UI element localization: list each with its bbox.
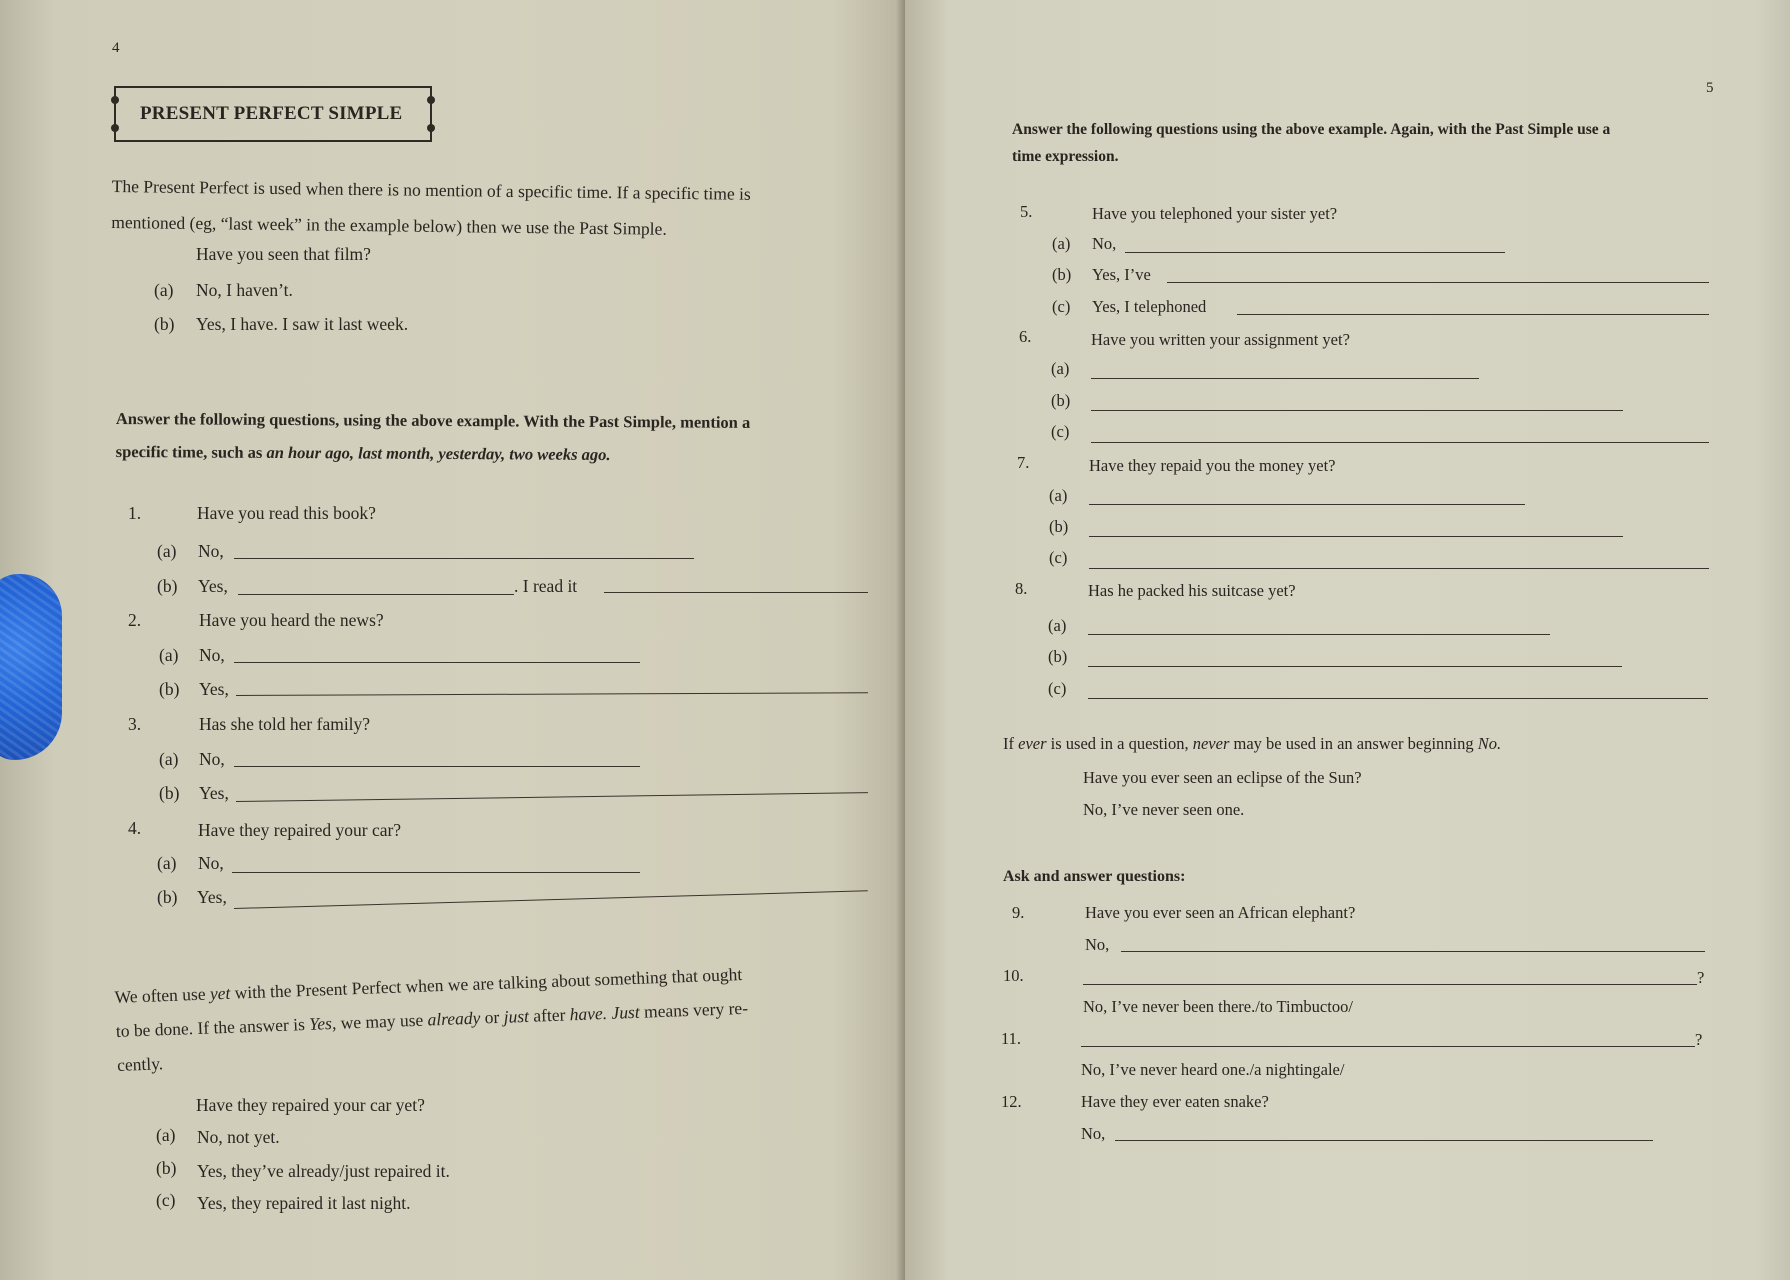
item-label: (a) (1049, 486, 1068, 505)
example-answer: No, I’ve never been there./to Timbuctoo/ (1083, 997, 1353, 1016)
item-label: (b) (154, 314, 175, 334)
note-text: may be used in an answer beginning (1229, 734, 1478, 753)
item-label: (a) (1048, 616, 1067, 635)
answer-blank[interactable] (1088, 666, 1622, 667)
note-text: If (1003, 734, 1019, 753)
yet-paragraph (114, 957, 750, 1082)
item-label: (b) (157, 576, 178, 596)
instruction-line: Answer the following questions, using the above example. With the Past Simple, mention a (115, 408, 751, 432)
answer-prefix: Yes, (198, 576, 228, 596)
question-number: 2. (128, 610, 142, 630)
answer-blank[interactable] (238, 594, 514, 595)
answer-blank[interactable] (234, 890, 868, 909)
item-label: (a) (1051, 359, 1070, 378)
answer-prefix: No, (1092, 234, 1117, 253)
answer-blank[interactable] (1125, 252, 1505, 253)
example-answer: No, I’ve never heard one./a nightingale/ (1081, 1060, 1345, 1079)
item-label: (b) (156, 1158, 177, 1178)
answer-prefix: No, (1085, 935, 1110, 954)
question-number: 9. (1012, 903, 1025, 922)
item-label: (b) (1051, 391, 1071, 410)
box-ornament (427, 96, 435, 104)
item-label: (a) (154, 280, 174, 300)
item-label: (b) (159, 783, 180, 803)
item-label: (b) (1052, 265, 1072, 284)
instruction-emphasis: an hour ago, last month, yesterday, two weeks ago. (266, 442, 611, 465)
question-number: 11. (1001, 1029, 1022, 1048)
question-text: Have they ever eaten snake? (1081, 1092, 1269, 1111)
yet-text: We often use (114, 983, 211, 1007)
instruction-line: Answer the following questions using the above example. Again, with the Past Simple use a (1012, 121, 1611, 138)
answer-blank[interactable] (1089, 536, 1623, 537)
question-number: 1. (128, 503, 142, 523)
note-text: is used in a question, (1046, 734, 1193, 753)
yet-line: cently. (116, 1053, 164, 1075)
yet-emphasis: have. Just (569, 1001, 641, 1025)
instruction (1012, 116, 1610, 170)
item-label: (a) (159, 749, 179, 769)
page-number: 4 (112, 40, 120, 56)
yet-emphasis: yet (209, 982, 231, 1004)
item-label: (b) (157, 887, 178, 907)
box-ornament (427, 124, 435, 132)
question-text: Have they repaid you the money yet? (1089, 456, 1336, 475)
box-ornament (111, 124, 119, 132)
yet-emphasis: just (503, 1005, 530, 1027)
item-label: (a) (1052, 234, 1071, 253)
yet-text: or (479, 1006, 505, 1028)
question-text: Has she told her family? (199, 714, 371, 734)
item-label: (c) (1049, 548, 1068, 567)
item-label: (b) (1049, 517, 1069, 536)
answer-blank[interactable] (236, 692, 868, 696)
question-number: 8. (1015, 579, 1028, 598)
example-question: Have you seen that film? (196, 244, 371, 264)
question-number: 10. (1003, 966, 1024, 985)
question-text: Has he packed his suitcase yet? (1088, 581, 1296, 600)
instruction-line: time expression. (1012, 148, 1119, 165)
instruction (116, 402, 751, 472)
page-number: 5 (1706, 80, 1714, 96)
question-text: Have you written your assignment yet? (1091, 330, 1350, 349)
yet-text: means very re- (639, 997, 749, 1022)
answer-blank[interactable] (1089, 504, 1525, 505)
question-number: 6. (1019, 327, 1032, 346)
example-answer: Yes, I have. I saw it last week. (196, 314, 409, 334)
yet-text: with the Present Perfect when we are talking about something that ought (229, 963, 743, 1003)
yet-text: we may use (335, 1009, 428, 1033)
answer-blank[interactable] (1091, 378, 1479, 379)
answer-blank[interactable] (1088, 634, 1550, 635)
question-text: Have you read this book? (197, 503, 376, 523)
question-text: Have you heard the news? (199, 610, 384, 630)
item-label: (c) (1048, 679, 1067, 698)
item-label: (a) (157, 541, 177, 561)
answer-prefix: Yes, I’ve (1092, 265, 1151, 284)
title-box (114, 86, 432, 142)
question-number: 12. (1001, 1092, 1022, 1111)
note-emphasis: No. (1477, 734, 1502, 753)
item-label: (c) (156, 1190, 176, 1210)
answer-blank[interactable] (234, 662, 640, 663)
answer-blank[interactable] (236, 792, 868, 802)
page-title: PRESENT PERFECT SIMPLE (140, 103, 403, 124)
item-label: (b) (159, 679, 180, 699)
question-mark: ? (1697, 968, 1705, 987)
item-label: (a) (159, 645, 179, 665)
answer-prefix: Yes, (197, 887, 227, 907)
answer-blank[interactable] (1115, 1140, 1653, 1141)
example-question: Have you ever seen an eclipse of the Sun? (1083, 768, 1362, 787)
item-label: (a) (157, 853, 177, 873)
item-label: (a) (156, 1125, 176, 1145)
note-emphasis: never (1192, 734, 1230, 753)
right-page (905, 0, 1790, 1280)
answer-blank[interactable] (1089, 568, 1709, 569)
question-blank[interactable] (1083, 984, 1697, 985)
answer-prefix: No, (198, 541, 224, 561)
instruction-text: specific time, such as (115, 441, 267, 462)
answer-blank[interactable] (232, 872, 640, 873)
answer-blank[interactable] (234, 558, 694, 559)
answer-prefix: No, (198, 853, 224, 873)
answer-blank[interactable] (1088, 698, 1708, 699)
example-answer: Yes, they repaired it last night. (197, 1193, 411, 1213)
answer-blank[interactable] (1237, 314, 1709, 315)
intro-line: The Present Perfect is used when there is no mention of a specific time. If a specific time is (111, 175, 751, 204)
answer-prefix: No, (1081, 1124, 1106, 1143)
answer-connector: . I read it (514, 576, 578, 596)
example-answer: No, not yet. (197, 1127, 280, 1147)
answer-blank[interactable] (1121, 951, 1705, 952)
answer-blank[interactable] (1091, 410, 1623, 411)
question-number: 3. (128, 714, 142, 734)
answer-prefix: Yes, (199, 679, 229, 699)
note-emphasis: ever (1018, 734, 1047, 753)
example-question: Have they repaired your car yet? (196, 1095, 425, 1115)
item-label: (b) (1048, 647, 1068, 666)
item-label: (c) (1051, 422, 1070, 441)
example-answer: Yes, they’ve already/just repaired it. (197, 1161, 450, 1181)
answer-blank[interactable] (1167, 282, 1709, 283)
yet-text: to be done. If the answer is (115, 1013, 310, 1041)
answer-prefix: Yes, (199, 783, 229, 803)
yet-emphasis: already (427, 1007, 481, 1030)
question-text: Have you telephoned your sister yet? (1092, 204, 1338, 223)
question-number: 5. (1020, 202, 1033, 221)
question-number: 7. (1017, 453, 1030, 472)
blue-sponge-object (0, 574, 62, 760)
intro-line: mentioned (eg, “last week” in the example below) then we use the Past Simple. (111, 211, 667, 239)
box-ornament (111, 96, 119, 104)
answer-prefix: Yes, I telephoned (1092, 297, 1207, 316)
example-answer: No, I’ve never seen one. (1083, 800, 1245, 819)
question-mark: ? (1695, 1030, 1703, 1049)
yet-text: after (528, 1004, 571, 1026)
answer-blank[interactable] (234, 766, 640, 767)
question-text: Have you ever seen an African elephant? (1085, 903, 1356, 922)
question-text: Have they repaired your car? (198, 820, 402, 840)
item-label: (c) (1052, 297, 1071, 316)
intro-paragraph (111, 168, 751, 248)
instruction-line (116, 435, 751, 472)
answer-prefix: No, (199, 645, 225, 665)
question-number: 4. (128, 818, 142, 838)
yet-emphasis: Yes, (308, 1012, 337, 1034)
answer-blank[interactable] (604, 592, 868, 593)
example-answer: No, I haven’t. (196, 280, 293, 300)
question-blank[interactable] (1081, 1046, 1695, 1047)
section-heading: Ask and answer questions: (1003, 868, 1186, 885)
ever-note (1003, 734, 1501, 754)
answer-blank[interactable] (1091, 442, 1709, 443)
answer-prefix: No, (199, 749, 225, 769)
